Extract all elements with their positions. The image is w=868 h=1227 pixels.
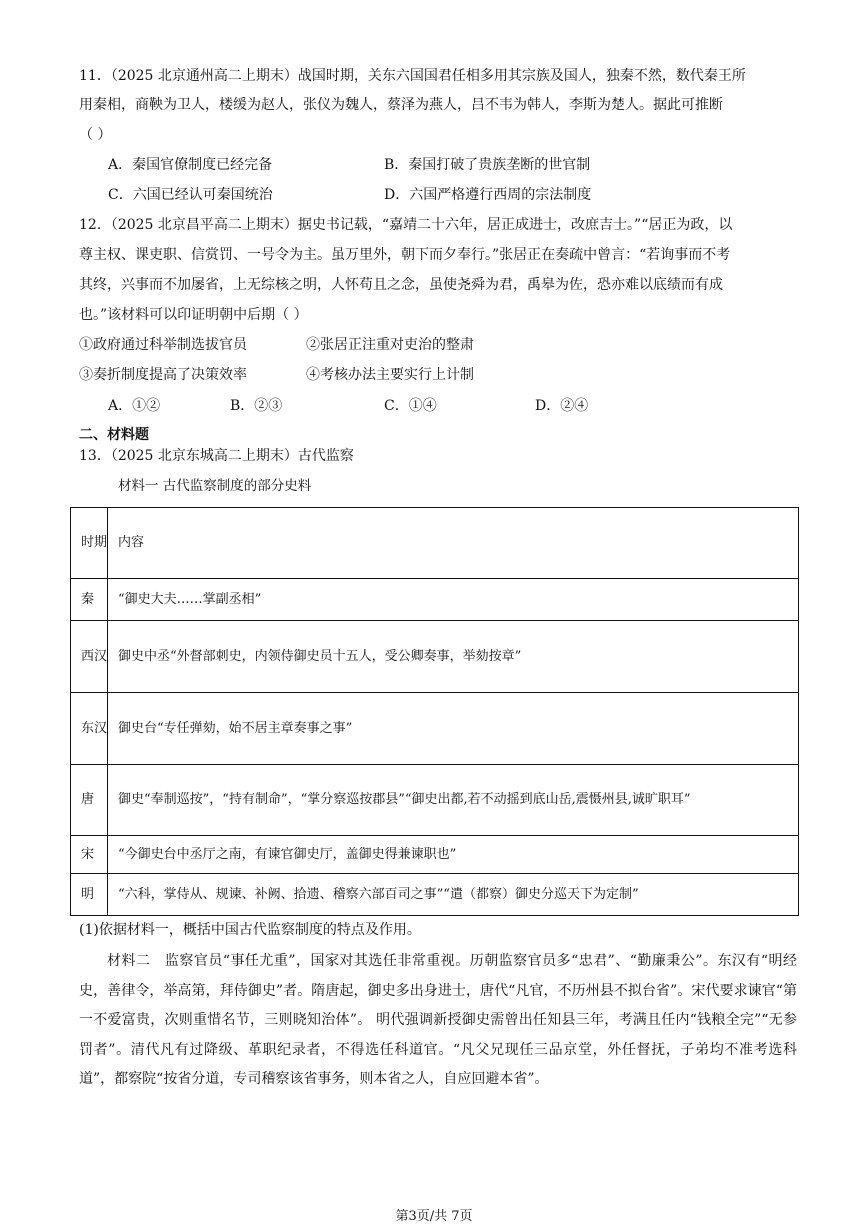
section-heading: 二、材料题 — [79, 427, 149, 443]
q12-line-1: 12．（2025 北京昌平高二上期末）据史书记载，“嘉靖二十六年，居正成进士，改庶吉士。”“居正为政，以 — [79, 217, 733, 233]
table-row — [71, 765, 799, 836]
q12-option-a: A．①② — [108, 398, 161, 414]
row-content: “今御史台中丞厅之南，有谏官御史厅，盖御史得兼谏职也” — [108, 836, 799, 874]
q12-line-2: 尊主权、课吏职、信赏罚、一号令为主。虽万里外，朝下而夕奉行。”张居正在奏疏中曾言：“若询事而不考 — [79, 247, 731, 263]
page-footer: 第3页/共 7页 — [395, 1209, 473, 1224]
row-period: 东汉 — [71, 693, 108, 765]
row-content: 御史“奉制巡按”，“持有制命”，“掌分察巡按郡县”“御史出都,若不动摇到底山岳,震慑州县,诚旷职耳” — [108, 765, 799, 836]
row-period: 明 — [71, 874, 108, 916]
q12-option-c: C．①④ — [384, 398, 437, 414]
row-period: 西汉 — [71, 621, 108, 693]
table-row — [71, 874, 799, 916]
header-period: 时期 — [71, 508, 108, 579]
table-row — [71, 621, 799, 693]
q12-item-3: ③奏折制度提高了决策效率 — [79, 367, 247, 383]
table-header-row — [71, 508, 799, 579]
table-row — [71, 579, 799, 621]
q11-option-c: C．六国已经认可秦国统治 — [108, 187, 273, 203]
q12-item-1: ①政府通过科举制选拔官员 — [79, 337, 247, 353]
material-1-caption: 材料一 古代监察制度的部分史料 — [118, 478, 312, 494]
material-2-paragraph: 材料二 监察官员“事任尤重”，国家对其选任非常重视。历朝监察官员多“忠君”、“勤廉秉公”。东汉有“明经史，善律令，举高第，拜侍御史”者。隋唐起，御史多出身进士，唐代“凡官，不历州县不拟台省”。宋代要求谏官“第一不爱富贵，次则重惜名节，三则晓知治体”。 明代强调新授御史需曾出任知县三年，考满且任内“钱粮全完”“无参罚者”。清代凡有过降级、革职纪录者，不得选任科道官。“凡父兄现任三品京堂，外任督抚，子弟均不准考选科道”，都察院“按省分道，专司稽察该省事务，则本省之人，自应回避本省”。 — [79, 953, 797, 1087]
row-period: 宋 — [71, 836, 108, 874]
table-row — [71, 836, 799, 874]
q13-sub-question-1: (1)依据材料一，概括中国古代监察制度的特点及作用。 — [79, 922, 421, 938]
q12-item-2: ②张居正注重对吏治的整肃 — [306, 337, 474, 353]
row-content: “六科，掌侍从、规谏、补阙、拾遗、稽察六部百司之事”“遣（都察）御史分巡天下为定制” — [108, 874, 799, 916]
header-content: 内容 — [108, 508, 799, 579]
q13-title: 13．（2025 北京东城高二上期末）古代监察 — [79, 448, 354, 464]
q11-line-1: 11．（2025 北京通州高二上期末）战国时期，关东六国国君任相多用其宗族及国人，独秦不然，数代秦王所 — [79, 68, 746, 84]
row-period: 唐 — [71, 765, 108, 836]
q11-option-b: B．秦国打破了贵族垄断的世官制 — [384, 157, 591, 173]
q12-line-4: 也。”该材料可以印证明朝中后期（ ） — [79, 307, 308, 323]
q12-option-b: B．②③ — [230, 398, 283, 414]
row-content: 御史中丞“外督部刺史，内领侍御史员十五人，受公卿奏事，举劾按章” — [108, 621, 799, 693]
table-row — [71, 693, 799, 765]
supervision-table — [70, 507, 799, 916]
q11-option-d: D．六国严格遵行西周的宗法制度 — [384, 187, 592, 203]
row-content: 御史台“专任弹劾，始不居主章奏事之事” — [108, 693, 799, 765]
q12-item-4: ④考核办法主要实行上计制 — [306, 367, 474, 383]
q11-line-2: 用秦相，商鞅为卫人，楼缓为赵人，张仪为魏人，蔡泽为燕人，吕不韦为韩人，李斯为楚人。据此可推断 — [79, 97, 723, 113]
q11-option-a: A．秦国官僚制度已经完备 — [108, 157, 273, 173]
q12-option-d: D．②④ — [535, 398, 589, 414]
row-period: 秦 — [71, 579, 108, 621]
q12-line-3: 其终，兴事而不加屡省，上无综核之明，人怀苟且之念，虽使尧舜为君，禹皋为佐，恐亦难以底绩而有成 — [79, 277, 723, 293]
q11-line-3: （ ） — [79, 127, 112, 143]
row-content: “御史大夫……掌副丞相” — [108, 579, 799, 621]
